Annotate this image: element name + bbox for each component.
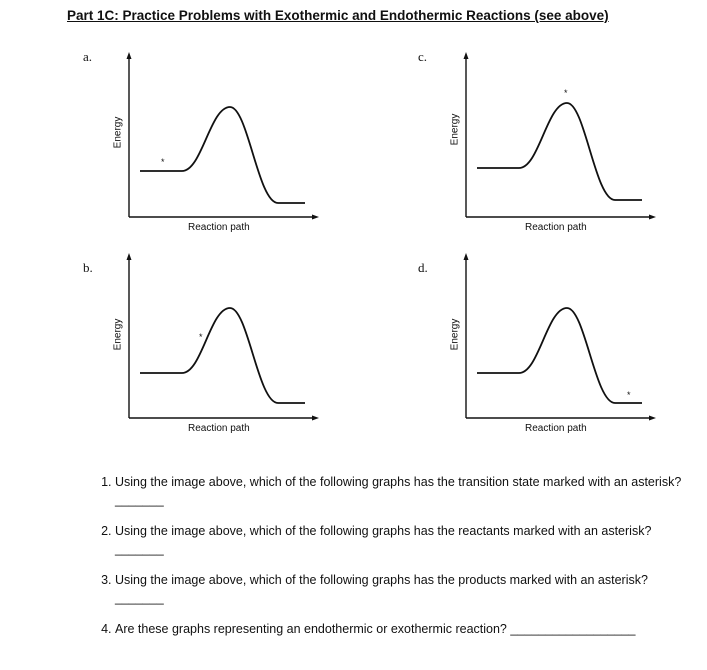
graph-b-plot xyxy=(100,246,330,446)
graph-b-y-axis-label: Energy xyxy=(112,318,124,351)
graph-a-asterisk: * xyxy=(161,157,165,167)
question-2-text: Using the image above, which of the following graphs has the reactants marked with an asterisk? xyxy=(115,524,652,538)
graph-d xyxy=(437,246,667,446)
graph-c-plot xyxy=(437,45,667,245)
graph-a-x-axis-label: Reaction path xyxy=(188,222,250,233)
question-1 xyxy=(115,473,707,509)
graph-c xyxy=(437,45,667,245)
graph-b xyxy=(100,246,330,446)
graph-a-label: a. xyxy=(83,49,93,64)
question-2 xyxy=(115,522,707,558)
graph-d-asterisk: * xyxy=(627,390,631,400)
question-4-text: Are these graphs representing an endothermic or exothermic reaction? __________________ xyxy=(115,622,636,636)
graph-b-x-axis-label: Reaction path xyxy=(188,423,250,434)
question-4 xyxy=(115,620,707,638)
graph-a xyxy=(100,45,330,245)
question-3-text: Using the image above, which of the following graphs has the products marked with an asterisk? xyxy=(115,573,648,587)
graph-b-label: b. xyxy=(83,260,93,275)
graph-c-x-axis-label: Reaction path xyxy=(525,222,587,233)
graph-d-label: d. xyxy=(418,260,428,275)
graph-c-asterisk: * xyxy=(564,88,568,98)
graph-a-y-axis-label: Energy xyxy=(112,116,124,149)
question-1-text: Using the image above, which of the following graphs has the transition state marked with an asterisk? _______ xyxy=(115,475,682,507)
graph-b-asterisk: * xyxy=(199,332,203,342)
graph-a-plot xyxy=(100,45,330,245)
page-title: Part 1C: Practice Problems with Exothermic and Endothermic Reactions (see above) xyxy=(67,8,609,23)
question-3-answer-blank[interactable]: _______ xyxy=(115,591,164,605)
graph-d-x-axis-label: Reaction path xyxy=(525,423,587,434)
question-2-answer-blank[interactable]: _______ xyxy=(115,542,164,556)
graph-d-y-axis-label: Energy xyxy=(449,318,461,351)
question-list xyxy=(88,473,707,651)
question-3 xyxy=(115,571,707,607)
graph-c-y-axis-label: Energy xyxy=(449,113,461,146)
graph-c-label: c. xyxy=(418,49,428,64)
graph-d-plot xyxy=(437,246,667,446)
